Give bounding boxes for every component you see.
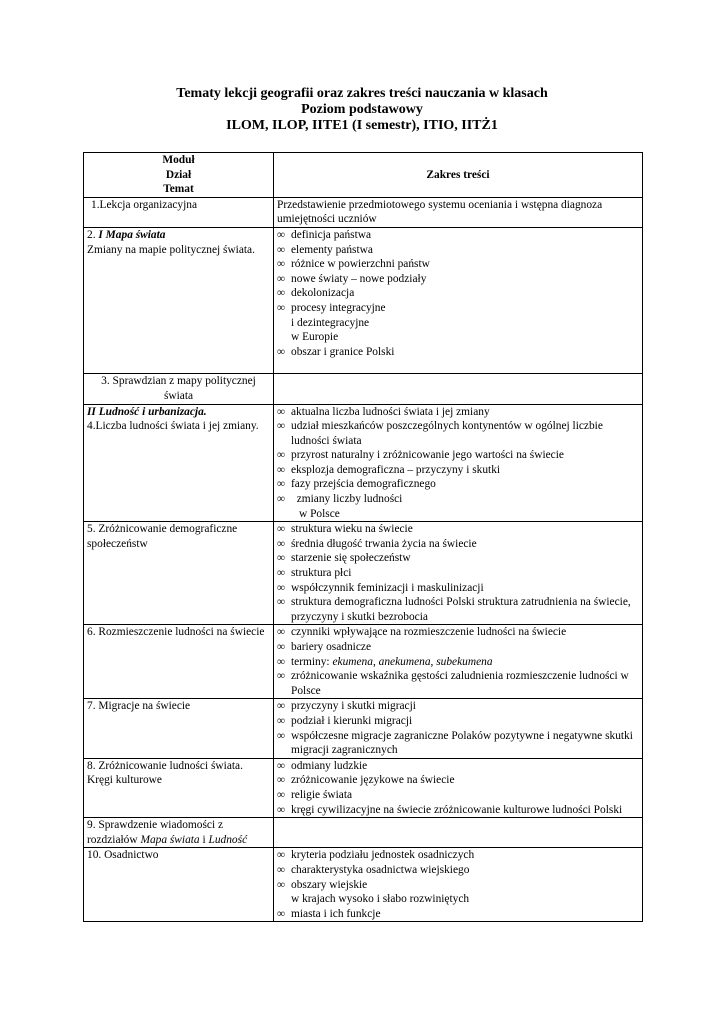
list-item — [277, 522, 639, 537]
header-module: Moduł — [162, 154, 195, 166]
header-section: Dział — [165, 168, 192, 181]
title-line-3: ILOM, ILOP, IITE1 (I semestr), ITIO, IITŻ1 — [226, 118, 498, 133]
list-item — [277, 448, 639, 463]
bullet-icon: ∞ — [277, 878, 286, 891]
list-item — [277, 863, 639, 878]
row5-topic: 5. Zróżnicowanie demograficzne społeczeństw — [84, 522, 274, 625]
table-row — [84, 758, 643, 817]
table-row — [84, 522, 643, 625]
table-row — [84, 818, 643, 848]
list-item — [277, 699, 639, 714]
table-row — [84, 404, 643, 522]
table-row — [84, 227, 643, 373]
list-item-continuation: w Polsce — [299, 507, 340, 520]
term-separator: , — [430, 655, 437, 668]
title-line-2: Poziom podstawowy — [301, 102, 423, 117]
list-item-text: zróżnicowanie językowe na świecie — [291, 774, 455, 787]
list-item — [277, 243, 639, 258]
row4-content — [274, 404, 643, 522]
term: ekumena — [332, 655, 373, 668]
bullet-icon: ∞ — [277, 287, 286, 300]
list-item-text: zmiany liczby ludności — [291, 493, 403, 506]
row1-topic — [84, 197, 274, 227]
row1-content: Przedstawienie przedmiotowego systemu oceniania i wstępna diagnoza umiejętności uczniów — [274, 197, 643, 227]
list-item-continuation: w Europie — [291, 331, 339, 344]
row10-topic: 10. Osadnictwo — [84, 848, 274, 922]
row7-content — [274, 699, 643, 758]
bullet-icon: ∞ — [277, 714, 286, 727]
list-item-text: zróżnicowanie wskaźnika gęstości zaludnienia rozmieszczenie ludności w Polsce — [291, 670, 629, 697]
bullet-icon: ∞ — [277, 803, 286, 816]
row1-topic-text: 1.Lekcja organizacyjna — [91, 198, 198, 211]
row9-text: 9. Sprawdzenie wiadomości z rozdziałów — [87, 819, 224, 846]
title-line-1: Tematy lekcji geografii oraz zakres treści nauczania w klasach — [176, 86, 548, 101]
list-item — [277, 537, 639, 552]
bullet-icon: ∞ — [277, 552, 286, 565]
list-item — [277, 759, 639, 774]
bullet-icon: ∞ — [277, 581, 286, 594]
list-item-text: udział mieszkańców poszczególnych kontynentów w ogólnej liczbie ludności świata — [291, 420, 603, 447]
row8-topic: 8. Zróżnicowanie ludności świata. Kręgi kulturowe — [84, 758, 274, 817]
bullet-icon: ∞ — [277, 774, 286, 787]
list-item — [277, 581, 639, 596]
row9-conjunction: i — [199, 833, 209, 846]
list-item-text: współczynnik feminizacji i maskulinizacji — [291, 581, 484, 594]
bullet-icon: ∞ — [277, 670, 286, 683]
list-item-text: różnice w powierzchni państw — [291, 258, 430, 271]
bullet-icon: ∞ — [277, 228, 286, 241]
bullet-icon: ∞ — [277, 493, 286, 506]
list-item-text: struktura demograficzna ludności Polski struktura zatrudnienia na świecie, przyczyny i skutki bezrobocia — [291, 596, 631, 623]
bullet-icon: ∞ — [277, 759, 286, 772]
list-item-text: obszary wiejskie — [291, 878, 368, 891]
list-item — [277, 551, 639, 566]
list-item — [277, 301, 639, 345]
list-item — [277, 492, 639, 521]
list-item-text: dekolonizacja — [291, 287, 355, 300]
bullet-icon: ∞ — [277, 641, 286, 653]
list-item-text: starzenie się społeczeństw — [291, 552, 411, 565]
list-item-text: struktura wieku na świecie — [291, 523, 413, 536]
list-item-text: kręgi cywilizacyjne na świecie zróżnicowanie kulturowe ludności Polski — [291, 803, 623, 816]
list-item — [277, 286, 639, 301]
list-item-continuation: w krajach wysoko i słabo rozwiniętych — [291, 893, 470, 906]
row2-number: 2. — [87, 228, 99, 241]
list-item — [277, 257, 639, 272]
bullet-icon: ∞ — [277, 655, 286, 668]
list-item — [277, 878, 639, 907]
list-item — [277, 848, 639, 863]
header-right-cell: Zakres treści — [274, 153, 643, 198]
bullet-icon: ∞ — [277, 463, 286, 476]
row4-topic — [84, 404, 274, 522]
row4-topic-text: 4.Liczba ludności świata i jej zmiany. — [87, 420, 259, 433]
list-item-text: eksplozja demograficzna – przyczyny i skutki — [291, 463, 501, 476]
list-item — [277, 272, 639, 287]
row9-topic — [84, 818, 274, 848]
syllabus-table — [83, 152, 643, 922]
bullet-icon: ∞ — [277, 449, 286, 462]
bullet-icon: ∞ — [277, 420, 286, 433]
list-item — [277, 345, 639, 360]
row6-topic: 6. Rozmieszczenie ludności na świecie — [84, 625, 274, 699]
list-item — [277, 803, 639, 818]
list-item-text: elementy państwa — [291, 243, 373, 256]
term-separator: , — [372, 655, 379, 668]
list-item-text: współczesne migracje zagraniczne Polaków pozytywne i negatywne skutki migracji zagranicznych — [291, 729, 633, 757]
list-item-text: odmiany ludzkie — [291, 759, 368, 772]
table-header-row — [84, 153, 643, 198]
list-item-text: aktualna liczba ludności świata i jej zmiany — [291, 405, 490, 418]
list-item-text: bariery osadnicze — [291, 641, 372, 653]
bullet-icon: ∞ — [277, 345, 286, 358]
list-item-text: fazy przejścia demograficznego — [291, 478, 436, 491]
bullet-icon: ∞ — [277, 788, 286, 801]
bullet-icon: ∞ — [277, 405, 286, 418]
bullet-icon: ∞ — [277, 849, 286, 862]
list-item-text: procesy integracyjne — [291, 301, 386, 314]
row10-content — [274, 848, 643, 922]
row9-section: Mapa świata — [140, 833, 200, 846]
bullet-icon: ∞ — [277, 729, 286, 742]
list-item-text: przyczyny i skutki migracji — [291, 700, 416, 713]
row6-content — [274, 625, 643, 699]
bullet-icon: ∞ — [277, 626, 286, 639]
row9-content — [274, 818, 643, 848]
bullet-icon: ∞ — [277, 258, 286, 271]
bullet-icon: ∞ — [277, 596, 286, 609]
list-item — [277, 566, 639, 581]
list-item — [277, 729, 639, 758]
list-item — [277, 228, 639, 243]
header-topic: Temat — [163, 183, 194, 196]
list-item-text: przyrost naturalny i zróżnicowanie jego wartości na świecie — [291, 449, 564, 462]
list-item-text: podział i kierunki migracji — [291, 714, 413, 727]
row3-topic: 3. Sprawdzian z mapy politycznej świata — [84, 374, 274, 404]
list-item — [277, 595, 639, 624]
list-item — [277, 773, 639, 788]
row2-topic-text: Zmiany na mapie politycznej świata. — [87, 243, 255, 256]
table-row — [84, 197, 643, 227]
table-row — [84, 699, 643, 758]
row2-content — [274, 227, 643, 373]
row2-topic — [84, 227, 274, 373]
document-title — [0, 86, 724, 134]
row2-module: I Mapa świata — [98, 228, 166, 241]
bullet-icon: ∞ — [277, 243, 286, 256]
list-item-text: definicja państwa — [291, 228, 372, 241]
list-item-text: obszar i granice Polski — [291, 345, 395, 358]
list-item — [277, 405, 639, 420]
list-item — [277, 655, 639, 670]
terms-label: terminy: — [291, 655, 333, 668]
list-item — [277, 907, 639, 922]
list-item-text: charakterystyka osadnictwa wiejskiego — [291, 863, 470, 876]
list-item — [277, 419, 639, 448]
list-item-continuation: i dezintegracyjne — [291, 316, 370, 329]
row7-topic: 7. Migracje na świecie — [84, 699, 274, 758]
list-item — [277, 788, 639, 803]
header-left-cell — [84, 153, 274, 198]
row4-module: II Ludność i urbanizacja. — [87, 405, 207, 418]
table-row — [84, 374, 643, 404]
list-item — [277, 669, 639, 698]
list-item — [277, 477, 639, 492]
table-row — [84, 625, 643, 699]
row8-content — [274, 758, 643, 817]
bullet-icon: ∞ — [277, 907, 286, 920]
bullet-icon: ∞ — [277, 523, 286, 536]
list-item-text: struktura płci — [291, 567, 352, 580]
list-item-text: czynniki wpływające na rozmieszczenie ludności na świecie — [291, 626, 567, 639]
list-item-text: średnia długość trwania życia na świecie — [291, 537, 477, 550]
row3-content — [274, 374, 643, 404]
bullet-icon: ∞ — [277, 567, 286, 580]
list-item-text: kryteria podziału jednostek osadniczych — [291, 849, 475, 862]
term: anekumena — [378, 655, 431, 668]
table-row — [84, 848, 643, 922]
list-item-text: miasta i ich funkcje — [291, 907, 381, 920]
bullet-icon: ∞ — [277, 478, 286, 491]
bullet-icon: ∞ — [277, 700, 286, 713]
row5-content — [274, 522, 643, 625]
row9-section: Ludność — [208, 833, 248, 846]
list-item — [277, 625, 639, 640]
list-item-text: religie świata — [291, 788, 353, 801]
list-item-text: nowe światy – nowe podziały — [291, 272, 427, 285]
bullet-icon: ∞ — [277, 272, 286, 285]
list-item — [277, 640, 639, 655]
bullet-icon: ∞ — [277, 863, 286, 876]
bullet-icon: ∞ — [277, 301, 286, 314]
bullet-icon: ∞ — [277, 537, 286, 550]
term: subekumena — [436, 655, 493, 668]
list-item — [277, 714, 639, 729]
list-item — [277, 463, 639, 478]
